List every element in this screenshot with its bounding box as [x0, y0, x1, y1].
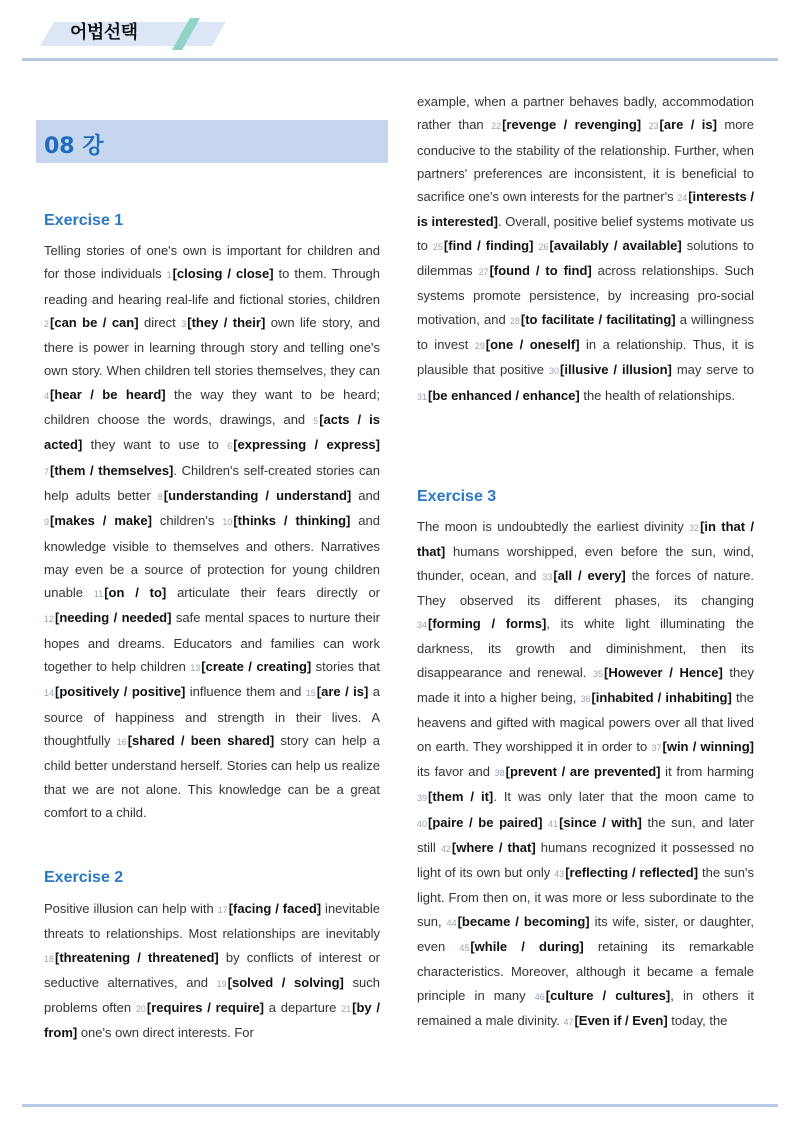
question-number: 27	[478, 267, 489, 278]
choice-bracket: [in that / that]	[417, 519, 755, 560]
question-number: 43	[554, 869, 565, 880]
choice-bracket: [paire / be paired]	[428, 814, 543, 830]
lesson-title-box	[36, 120, 388, 163]
choice-bracket: [win / winning]	[662, 738, 754, 754]
choice-bracket: [became / becoming]	[457, 913, 590, 929]
question-number: 31	[417, 391, 428, 402]
choice-bracket: [create / creating]	[201, 659, 312, 675]
choice-bracket: [culture / cultures]	[545, 987, 671, 1003]
choice-bracket: [can be / can]	[50, 314, 139, 330]
choice-bracket: [needing / needed]	[55, 610, 172, 626]
choice-bracket: [inhabited / inhabiting]	[591, 690, 732, 706]
choice-bracket: [them / it]	[428, 789, 494, 805]
question-number: 42	[440, 843, 451, 854]
exercise-2-title: Exercise 2	[44, 869, 124, 886]
choice-bracket: [solved / solving]	[227, 974, 344, 990]
choice-bracket: [However / Hence]	[604, 664, 723, 680]
choice-bracket: [thinks / thinking]	[233, 513, 351, 529]
question-number: 23	[648, 121, 659, 132]
question-number: 39	[417, 793, 428, 804]
exercise-2-text-part1: Positive illusion can help with 17[facing / faced] inevitable threats to relationships. Most relationships are inevitably 18[threatening / threatened] by conflicts of interest or seductive alternatives, and 19[solved / solving] such problems often 20[requires / require] a departure 21[by / from] one's own direct interests. For	[44, 901, 380, 1041]
choice-bracket: [them / themselves]	[50, 462, 174, 478]
choice-bracket: [forming / forms]	[428, 616, 547, 632]
lesson-title: 08 강	[44, 134, 104, 159]
exercise-2-passage-part1	[44, 897, 380, 1045]
choice-bracket: [find / finding]	[443, 237, 534, 253]
choice-bracket: [found / to find]	[489, 263, 592, 279]
choice-bracket: [positively / positive]	[55, 684, 186, 700]
choice-bracket: [hear / be heard]	[50, 386, 166, 402]
choice-bracket: [prevent / are prevented]	[505, 763, 661, 779]
choice-bracket: [closing / close]	[172, 266, 274, 282]
exercise-2-passage-part2	[417, 90, 754, 409]
question-number: 24	[677, 193, 688, 204]
exercise-2-text-part2: example, when a partner behaves badly, accommodation rather than 22[revenge / revenging] 23[are / is] more conducive to the stability of the relationship. Further, when partners' preferences are inconsistent, it is beneficial to sacrifice one's own interests for the partner's 24[interests / is interested]. Overall, positive belief systems motivate us to 25[find / finding] 26[availably / available] solutions to dilemmas 27[found / to find] across relationships. Such systems promote persistence, by increasing pro-social motivation, and 28[to facilitate / facilitating] a willingness to invest 29[one / oneself] in a relationship. Thus, it is plausible that positive 30[illusive / illusion] may serve to 31[be enhanced / enhance] the health of relationships.	[417, 94, 754, 403]
choice-bracket: [be enhanced / enhance]	[428, 387, 580, 403]
question-number: 8	[157, 491, 163, 502]
exercise-1-text: Telling stories of one's own is important for children and for those individuals 1[closing / close] to them. Through reading and hearing real-life and fictional stories, children 2[can be / can] direct 3[they / their] own life story, and there is power in learning through story and telling one's own story. When children tell stories themselves, they can 4[hear / be heard] the way they want to be heard; children choose the words, drawings, and 5[acts / is acted] they want to use to 6[expressing / express] 7[them / themselves]. Children's self-created stories can help adults better 8[understanding / understand] and 9[makes / make] children's 10[thinks / thinking] and knowledge visible to themselves and others. Narratives may even be a source of protection for young children unable 11[on / to] articulate their fears directly or 12[needing / needed] safe mental spaces to nurture their hopes and dreams. Educators and families can work together to help children 13[create / creating] stories that 14[positively / positive] influence them and 15[are / is] a source of happiness and strength in their lives. A thoughtfully 16[shared / been shared] story can help a child better understand herself. Stories can help us realize that we are not alone. This knowledge can be a great comfort to a child.	[44, 243, 381, 820]
question-number: 35	[593, 668, 604, 679]
question-number: 12	[44, 614, 55, 625]
question-number: 36	[580, 694, 591, 705]
question-number: 20	[135, 1004, 146, 1015]
footer-divider	[22, 1104, 778, 1107]
choice-bracket: [by / from]	[44, 1000, 380, 1041]
question-number: 13	[190, 663, 201, 674]
question-number: 41	[548, 818, 559, 829]
question-number: 2	[44, 318, 50, 329]
question-number: 16	[116, 736, 127, 747]
exercise-1-passage	[44, 239, 380, 824]
choice-bracket: [since / with]	[559, 814, 642, 830]
question-number: 34	[417, 620, 428, 631]
choice-bracket: [Even if / Even]	[574, 1012, 668, 1028]
question-number: 44	[446, 917, 457, 928]
choice-bracket: [acts / is acted]	[44, 412, 380, 453]
question-number: 45	[459, 943, 470, 954]
choice-bracket: [while / during]	[470, 939, 584, 955]
choice-bracket: [they / their]	[187, 314, 266, 330]
question-number: 29	[474, 340, 485, 351]
question-number: 18	[44, 953, 55, 964]
question-number: 14	[44, 688, 55, 699]
question-number: 38	[494, 767, 505, 778]
choice-bracket: [understanding / understand]	[163, 487, 352, 503]
exercise-3-passage	[417, 515, 754, 1034]
question-number: 26	[538, 241, 549, 252]
choice-bracket: [facing / faced]	[228, 901, 322, 916]
exercise-1-title: Exercise 1	[44, 212, 124, 229]
choice-bracket: [all / every]	[553, 567, 626, 583]
choice-bracket: [threatening / threatened]	[55, 949, 219, 965]
question-number: 7	[44, 466, 50, 477]
question-number: 11	[93, 589, 104, 600]
question-number: 47	[563, 1016, 574, 1027]
question-number: 9	[44, 517, 50, 528]
question-number: 19	[216, 978, 227, 989]
question-number: 22	[491, 121, 502, 132]
choice-bracket: [are / is]	[659, 117, 717, 133]
choice-bracket: [to facilitate / facilitating]	[520, 311, 676, 327]
question-number: 37	[651, 742, 662, 753]
choice-bracket: [are / is]	[316, 684, 369, 700]
question-number: 25	[432, 241, 443, 252]
question-number: 5	[313, 416, 319, 427]
question-number: 33	[542, 571, 553, 582]
choice-bracket: [makes / make]	[50, 513, 152, 529]
question-number: 4	[44, 390, 50, 401]
choice-bracket: [illusive / illusion]	[560, 362, 672, 378]
choice-bracket: [requires / require]	[146, 1000, 265, 1016]
choice-bracket: [shared / been shared]	[127, 732, 275, 748]
question-number: 1	[166, 270, 172, 281]
choice-bracket: [one / oneself]	[485, 336, 580, 352]
question-number: 28	[509, 315, 520, 326]
question-number: 15	[305, 688, 316, 699]
choice-bracket: [interests / is interested]	[417, 189, 754, 230]
header-divider	[22, 58, 778, 61]
question-number: 46	[534, 991, 545, 1002]
question-number: 21	[341, 1004, 352, 1015]
exercise-3-text: The moon is undoubtedly the earliest divinity 32[in that / that] humans worshipped, even before the sun, wind, thunder, ocean, and 33[all / every] the forces of nature. They observed its different phases, its changing 34[forming / forms], its white light illuminating the darkness, its growth and diminishment, then its disappearance and renewal. 35[However / Hence] they made it into a higher being, 36[inhabited / inhabiting] the heavens and gifted with magical powers over all that lived on earth. They worshipped it in order to 37[win / winning] its favor and 38[prevent / are prevented] it from harming 39[them / it]. It was only later that the moon came to 40[paire / be paired] 41[since / with] the sun, and later still 42[where / that] humans recognized it possessed no light of its own but only 43[reflecting / reflected] the sun's light. From then on, it was more or less subordinate to the sun, 44[became / becoming] its wife, sister, or daughter, even 45[while / during] retaining its remarkable characteristics. Moreover, although it became a female principle in many 46[culture / cultures], in others it remained a male divinity. 47[Even if / Even] today, the	[417, 519, 755, 1028]
question-number: 6	[227, 441, 233, 452]
question-number: 40	[417, 818, 428, 829]
choice-bracket: [expressing / express]	[233, 437, 380, 453]
question-number: 10	[222, 517, 233, 528]
choice-bracket: [where / that]	[451, 839, 536, 855]
exercise-3-title: Exercise 3	[417, 488, 497, 505]
question-number: 32	[689, 523, 700, 533]
question-number: 3	[181, 318, 187, 329]
choice-bracket: [revenge / revenging]	[502, 117, 642, 133]
choice-bracket: [on / to]	[104, 585, 167, 601]
question-number: 17	[217, 905, 228, 915]
question-number: 30	[549, 366, 560, 377]
choice-bracket: [availably / available]	[549, 237, 682, 253]
header-title: 어법선택	[70, 22, 138, 43]
choice-bracket: [reflecting / reflected]	[565, 865, 699, 881]
